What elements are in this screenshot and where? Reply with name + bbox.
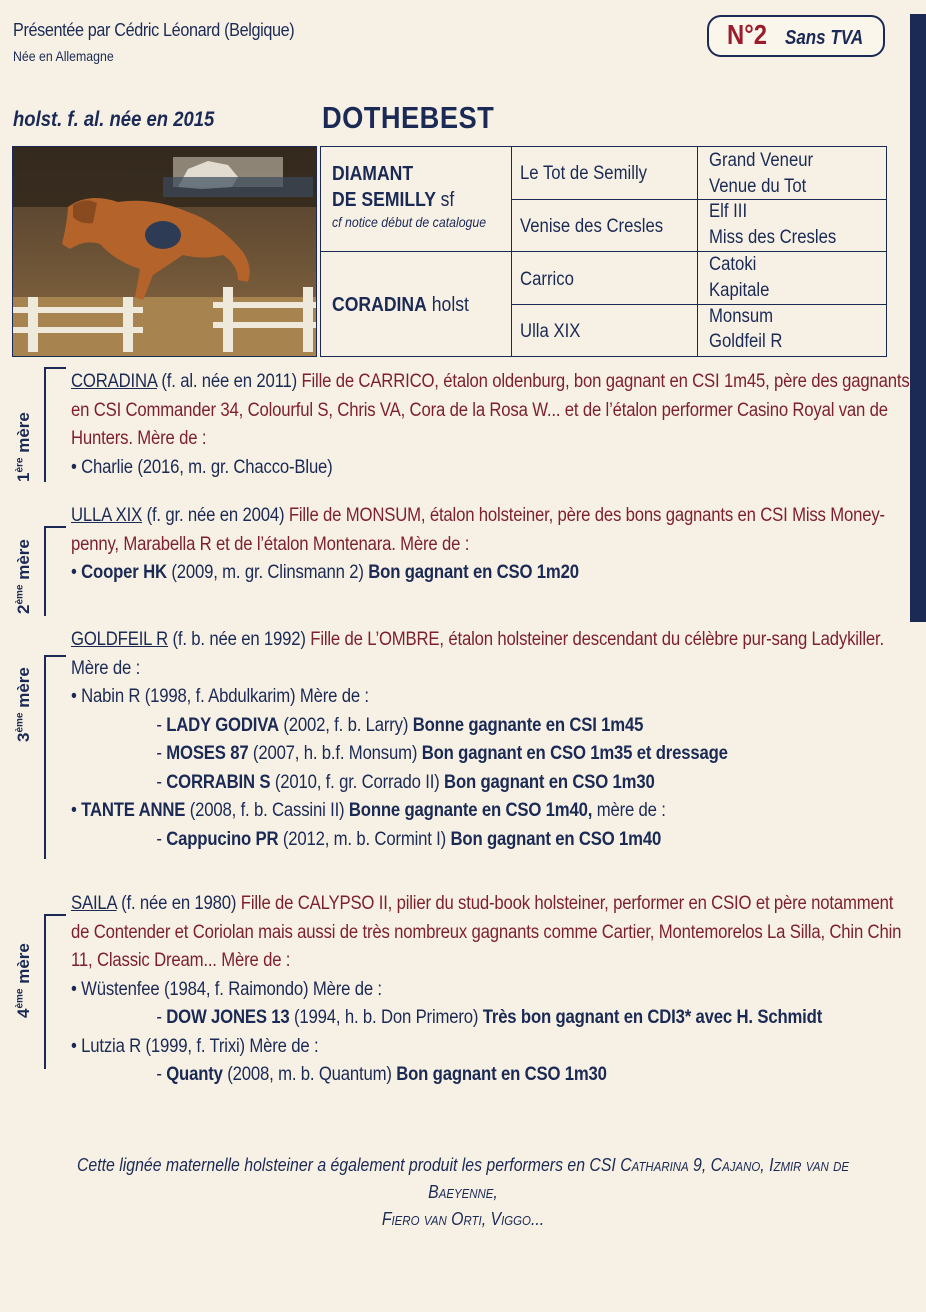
pedigree-sire-dam: Venise des Cresles [520, 216, 664, 237]
dam2-section [71, 502, 891, 588]
dam4-produce-1: • Wüstenfee (1984, f. Raimondo) Mère de : [71, 978, 382, 1000]
pedigree-g3-2: Venue du Tot [709, 176, 807, 197]
pedigree-g3-8: Goldfeil R [709, 331, 783, 352]
dam4-grandproduce-2: - Quanty (2008, m. b. Quantum) Bon gagnant en CSO 1m30 [156, 1064, 607, 1085]
dam3-desc-2: Mère de : [71, 657, 141, 679]
presenter-text: Présentée par Cédric Léonard (Belgique) [13, 20, 295, 40]
dam2-name: ULLA XIX [71, 505, 143, 526]
birth-country: Née en Allemagne [13, 48, 114, 64]
footer-note: Cette lignée maternelle holsteiner a également produit les performers en CSI Catharina 9, Cajano, Izmir van de Baeyenne, Fiero van Orti, Viggo... [76, 1155, 850, 1229]
footer-horse-1: Catharina 9 [620, 1155, 702, 1175]
dam1-produce-1: • Charlie (2016, m. gr. Chacco-Blue) [71, 456, 333, 478]
horse-name: DOTHEBEST [322, 100, 495, 135]
dam3-produce-2: • TANTE ANNE (2008, f. b. Cassini II) Bonne gagnante en CSO 1m40, mère de : [71, 800, 666, 821]
dam1-desc-1: Fille de CARRICO, étalon oldenburg, bon gagnant en CSI 1m45, père des gagnants [301, 371, 910, 392]
pedigree-g3-7: Monsum [709, 306, 774, 327]
footer-horse-5: Viggo [490, 1209, 531, 1229]
dam2-info: (f. gr. née en 2004) [142, 505, 289, 526]
dam4-section [71, 890, 902, 1090]
dam4-desc-3: 11, Classic Dream... Mère de : [71, 950, 291, 971]
pedigree-dam-dam: Ulla XIX [520, 321, 581, 342]
horse-description: holst. f. al. née en 2015 [13, 108, 215, 131]
footer-horse-2: Cajano [710, 1155, 761, 1175]
sire-breed: sf [440, 189, 455, 211]
dam3-desc-1: Fille de L’OMBRE, étalon holsteiner descendant du célèbre pur-sang Ladykiller. [310, 629, 884, 650]
pedigree-g3-6: Kapitale [709, 280, 770, 301]
gen-label-4: 4ème mère [14, 943, 33, 1018]
pedigree-sire [332, 161, 486, 231]
dam2-desc-1: Fille de MONSUM, étalon holsteiner, père des bons gagnants en CSI Miss Money- [288, 505, 885, 526]
pedigree-table [320, 146, 887, 357]
pedigree-g3-3: Elf III [709, 201, 748, 222]
dam4-info: (f. née en 1980) [116, 893, 241, 914]
dam4-name: SAILA [71, 893, 117, 914]
sire-name: DIAMANT [332, 163, 414, 185]
gen-label-3: 3ème mère [14, 667, 33, 742]
dam1-section [71, 368, 910, 482]
dam4-produce-2: • Lutzia R (1999, f. Trixi) Mère de : [71, 1035, 319, 1057]
side-accent-bar [910, 14, 926, 622]
dam3-name: GOLDFEIL R [71, 629, 169, 650]
dam4-desc-2: de Contender et Coriolan mais aussi de très nombreux gagnants comme Cartier, Montemorelos La Silla, Chin Chin [71, 921, 902, 943]
dam-name: CORADINA [332, 294, 427, 316]
sire-note: cf notice début de catalogue [332, 214, 487, 230]
dam3-section [71, 626, 891, 854]
pedigree-dam [332, 292, 469, 318]
lot-number: N°2 [727, 19, 767, 50]
dam4-desc-1: Fille de CALYPSO II, pilier du stud-book holsteiner, performer en CSIO et père notamment [240, 893, 894, 914]
gen-label-2: 2ème mère [14, 539, 33, 614]
dam4-grandproduce-1: - DOW JONES 13 (1994, h. b. Don Primero) Très bon gagnant en CDI3* avec H. Schmidt [156, 1007, 823, 1028]
dam3-grandproduce-3: - CORRABIN S (2010, f. gr. Corrado II) Bon gagnant en CSO 1m30 [156, 771, 655, 793]
sire-name-line2: DE SEMILLY [332, 189, 436, 211]
dam3-grandproduce-1: - LADY GODIVA (2002, f. b. Larry) Bonne gagnante en CSI 1m45 [156, 714, 644, 736]
dam1-desc-2: en CSI Commander 34, Colourful S, Chris VA, Cora de la Rosa W... et de l’étalon performer Casino Royal van de [71, 399, 888, 421]
pedigree-g3-5: Catoki [709, 254, 757, 275]
vat-status: Sans TVA [785, 27, 864, 49]
gen-label-1: 1ère mère [14, 412, 33, 482]
dam3-produce-1: • Nabin R (1998, f. Abdulkarim) Mère de : [71, 686, 369, 707]
lot-badge [707, 15, 885, 57]
dam3-info: (f. b. née en 1992) [168, 629, 311, 650]
dam1-name: CORADINA [71, 371, 157, 392]
dam1-desc-3: Hunters. Mère de : [71, 428, 207, 449]
dam-breed: holst [431, 294, 469, 316]
pedigree-sire-sire: Le Tot de Semilly [520, 163, 648, 184]
pedigree-g3-4: Miss des Cresles [709, 227, 837, 248]
horse-photo [12, 146, 317, 357]
dam3-grandproduce-4: - Cappucino PR (2012, m. b. Cormint I) Bon gagnant en CSO 1m40 [156, 828, 662, 850]
footer-horse-4: Fiero van Orti [381, 1209, 482, 1229]
pedigree-dam-sire: Carrico [520, 269, 574, 290]
dam1-info: (f. al. née en 2011) [156, 371, 302, 392]
dam3-grandproduce-2: - MOSES 87 (2007, h. b.f. Monsum) Bon gagnant en CSO 1m35 et dressage [156, 743, 728, 764]
dam2-desc-2: penny, Marabella R et de l’étalon Montenara. Mère de : [71, 533, 470, 555]
pedigree-g3-1: Grand Veneur [709, 150, 814, 171]
footer-horse-3: Izmir van de Baeyenne [428, 1155, 850, 1202]
dam2-produce-1: • Cooper HK (2009, m. gr. Clinsmann 2) Bon gagnant en CSO 1m20 [71, 562, 579, 583]
